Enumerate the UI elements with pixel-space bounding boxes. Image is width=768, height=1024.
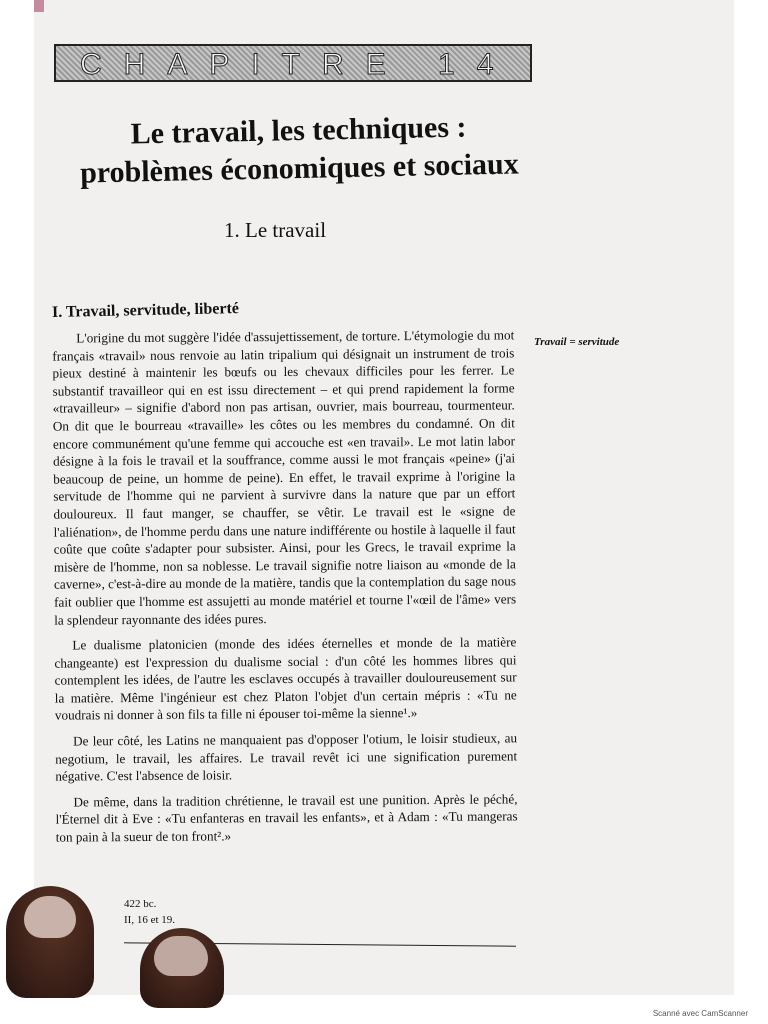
document-page bbox=[34, 0, 734, 995]
fingernail-right bbox=[154, 936, 208, 976]
footnotes bbox=[124, 896, 175, 928]
paragraph: L'origine du mot suggère l'idée d'assujettissement, de torture. L'étymologie du mot français «travail» nous renvoie au latin tripalium qui désignait un instrument de trois pieux destiné à maintenir les bœufs ou les chevaux difficiles pour les ferrer. Le substantif travailleor qui en est issu directement – et qui prend rapidement la forme «travailleur» – signifie d'abord non pas artisan, ouvrier, mais bourreau, tourmenteur. On dit que le bourreau «travaille» les côtes ou les membres du condamné. On dit encore communément qu'une femme qui accouche est «en travail». Le mot latin labor désigne à la fois le travail et la souffrance, comme aussi le mot français «peine» (j'ai beaucoup de peine, un homme de peine). En effet, le travail exprime à l'origine la servitude de l'homme qui ne parvient à survivre dans la nature que par un effort douloureux. Il faut manger, se chauffer, se vêtir. Le travail est le «signe de l'aliénation», de l'homme perdu dans une nature indifférente ou hostile à laquelle il faut coûte que coûte s'adapter pour subsister. Ainsi, pour les Grecs, le travail exprime la misère de l'homme, non sa noblesse. Le travail signifie notre liaison au «monde de la caverne», c'est-à-dire au monde de la matière, tandis que la contemplation du sage nous fait oublier que l'homme est assujetti au monde matériel et tourne l'«œil de l'âme» vers la splendeur rayonnante des idées pures. bbox=[52, 327, 517, 628]
footnote: II, 16 et 19. bbox=[124, 914, 176, 926]
fingernail-left bbox=[24, 896, 76, 938]
footnote: 422 bc. bbox=[124, 898, 157, 910]
paragraph: Le dualisme platonicien (monde des idées éternelles et monde de la matière changeante) est l'expression du dualisme social : d'un côté les hommes libres qui contemplent les idées, de l'autre les esclaves occupés à travailler douloureusement sur la matière. Même l'ingénieur est chez Platon l'objet d'un certain mépris : «Tu ne voudrais ni donner à son fils ta fille ni épouser toi-même la sienne¹.» bbox=[54, 634, 517, 724]
body-text bbox=[52, 326, 518, 854]
paragraph: De même, dans la tradition chrétienne, le travail est une punition. Après le péché, l'Éternel dit à Eve : «Tu enfanteras en travail les enfants», et à Adam : «Tu mangeras ton pain à la sueur de ton front².» bbox=[55, 791, 518, 845]
chapter-label: CHAPITRE 14 bbox=[80, 48, 516, 81]
subsection-title: I. Travail, servitude, liberté bbox=[51, 300, 240, 321]
paragraph: De leur côté, les Latins ne manquaient pas d'opposer l'otium, le loisir studieux, au negotium, le travail, les affaires. Le travail revêt ici une signification purement négative. C'est l'absence de loisir. bbox=[55, 730, 518, 784]
chapter-title bbox=[63, 107, 534, 193]
page-corner-mark bbox=[34, 0, 44, 12]
section-title: 1. Le travail bbox=[224, 218, 327, 242]
scanner-watermark: Scanné avec CamScanner bbox=[652, 1009, 748, 1018]
chapter-banner bbox=[54, 44, 532, 82]
chapter-title-line-2: problèmes économiques et sociaux bbox=[79, 147, 519, 190]
chapter-title-line-1: Le travail, les techniques : bbox=[130, 110, 467, 151]
margin-note: Travail = servitude bbox=[534, 336, 620, 348]
